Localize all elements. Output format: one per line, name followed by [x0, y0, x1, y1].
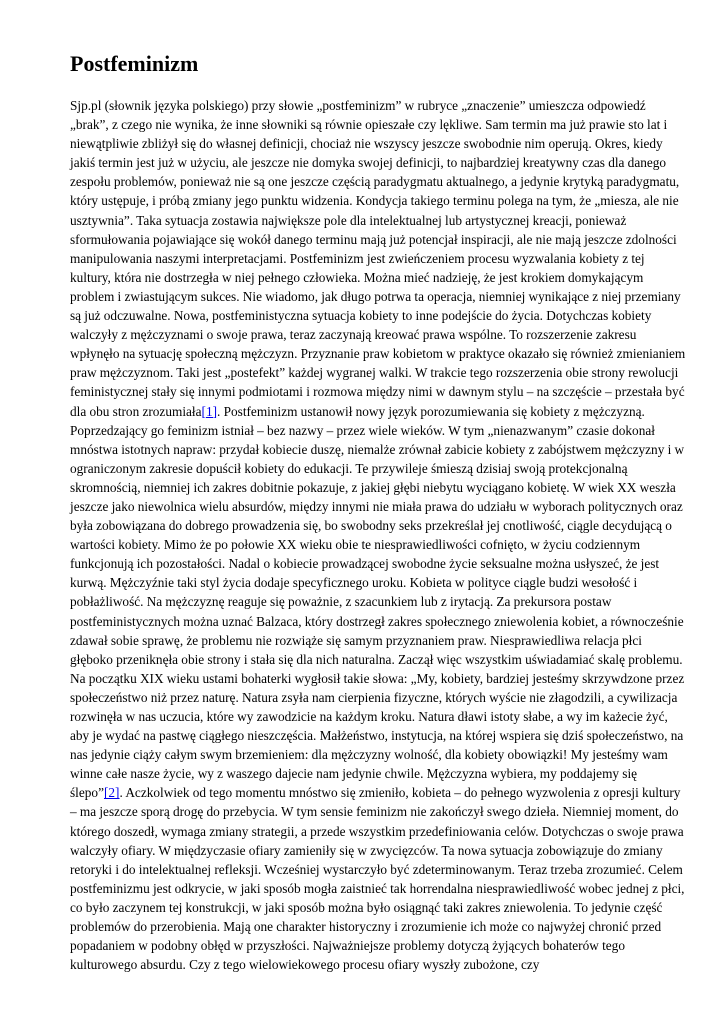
document-page [70, 50, 686, 974]
body-paragraph [70, 96, 686, 974]
body-text-part-1: Sjp.pl (słownik języka polskiego) przy słowie „postfeminizm” w rubryce „znaczenie” umieszcza odpowiedź „brak”, z czego nie wynika, że inne słowniki są równie opieszałe czy lękliwe. Sam termin ma już prawie sto lat i niewątpliwie zbliżył się do własnej definicji, chociaż nie wszyscy jeszcze swobodnie nim operują. Okres, kiedy jakiś termin jest już w użyciu, ale jeszcze nie domyka swojej definicji, to najbardziej kreatywny czas dla danego zespołu problemów, ponieważ nie są one jeszcze częścią paradygmatu aktualnego, a jedynie krytyką paradygmatu, który ustępuje, i próbą zmiany jego punktu widzenia. Kondycja takiego terminu polega na tym, że „miesza, ale nie usztywnia”. Taka sytuacja zostawia największe pole dla intelektualnej lub artystycznej kreacji, ponieważ sformułowania pojawiające się wokół danego terminu mają już potencjał inspiracji, ale nie mają jeszcze zdolności manipulowania naszymi interpretacjami. Postfeminizm jest zwieńczeniem procesu wyzwalania kobiety z tej kultury, która nie dostrzegła w niej pełnego człowieka. Można mieć nadzieję, że jest krokiem domykającym problem i zwiastującym sukces. Nie wiadomo, jak długo potrwa ta operacja, niemniej wynikające z niej przemiany są już odczuwalne. Nowa, postfeministyczna sytuacja kobiety to inne podejście do życia. Dotychczas kobiety walczyły z mężczyznami o swoje prawa, teraz zaczynają kreować prawa wspólne. To rozszerzenie zakresu wpłynęło na sytuację społeczną mężczyzn. Przyznanie praw kobietom w praktyce okazało się również zmienianiem praw mężczyznom. Taki jest „postefekt” każdej wygranej walki. W trakcie tego rozszerzenia obie strony rewolucji feministycznej stały się innymi podmiotami i rozmowa między nimi w dawnym stylu – na szczęście – przestała być dla obu stron zrozumiała [70, 98, 686, 419]
body-text-part-3: . Aczkolwiek od tego momentu mnóstwo się zmieniło, kobieta – do pełnego wyzwolenia z opresji kultury – ma jeszcze sporą drogę do przebycia. W tym sensie feminizm nie zakończył swego dzieła. Niemniej moment, do którego doszedł, wymaga zmiany strategii, a przede wszystkim przedefiniowania celów. Dotychczas o swoje prawa walczyły ofiary. W międzyczasie ofiary zamieniły się w zwycięzców. Ta nowa sytuacja zobowiązuje do zmiany retoryki i do intelektualnej refleksji. Wcześniej wystarczyło być zdeterminowanym. Teraz trzeba zrozumieć. Celem postfeminizmu jest odkrycie, w jaki sposób mogła zaistnieć tak horrendalna niesprawiedliwość wobec jednej z płci, co było zaczynem tej konstrukcji, w jaki sposób można było osiągnąć taki zakres zniewolenia. To jedynie część problemów do przerobienia. Mają one charakter historyczny i zrozumienie ich może co najwyżej chronić przed popadaniem w podobny obłęd w przyszłości. Najważniejsze problemy dotyczą żyjących bohaterów tego kulturowego absurdu. Czy z tego wielowiekowego procesu ofiary wyszły zubożone, czy [70, 785, 685, 973]
document-title: Postfeminizm [70, 51, 199, 76]
footnote-link-2[interactable]: [2] [103, 785, 120, 801]
body-text-part-2: . Postfeminizm ustanowił nowy język porozumiewania się kobiety z mężczyzną. Poprzedzający go feminizm istniał – bez nazwy – przez wiele wieków. W tym „nienazwanym” czasie dokonał mnóstwa istotnych napraw: przydał kobiecie duszę, niemalże zrównał zabicie kobiety z zabójstwem mężczyzny i w ograniczonym zakresie dopuścił kobiety do edukacji. Te przywileje śmieszą dzisiaj swoją protekcjonalną skromnością, niemniej ich zakres dobitnie pokazuje, z jakiej głębi niebytu wyciągano kobietę. W wiek XX weszła jeszcze jako niewolnica wielu absurdów, między innymi nie miała prawa do udziału w wyborach politycznych oraz była zobowiązana do dobrego prowadzenia się, bo swobodny seks przekreślał jej cnotliwość, ciągle decydującą o wartości kobiety. Mimo że po połowie XX wieku obie te niesprawiedliwości cofnięto, w życiu codziennym funkcjonują ich pozostałości. Nadal o kobiecie prowadzącej swobodne życie seksualne można usłyszeć, że jest kurwą. Mężczyźnie taki styl życia dodaje specyficznego uroku. Kobieta w polityce ciągle budzi wesołość i pobłażliwość. Na mężczyznę reaguje się poważnie, z szacunkiem lub z irytacją. Za prekursora postaw postfeministycznych można uznać Balzaca, który dostrzegł zakres społecznego zniewolenia kobiet, a równocześnie zdawał sobie sprawę, że problemu nie rozwiąże się samym przyznaniem praw. Niesprawiedliwa relacja płci głęboko przeniknęła obie strony i stała się dla nich naturalna. Zaczął więc wszystkim uświadamiać skalę problemu. Na początku XIX wieku ustami bohaterki wygłosił takie słowa: „My, kobiety, bardziej jesteśmy skrzywdzone przez społeczeństwo niż przez naturę. Natura zsyła nam cierpienia fizyczne, których wyście nie złagodzili, a cywilizacja rozwinęła w nas uczucia, które wy zawodzicie na każdym kroku. Natura dławi istoty słabe, a wy im każecie żyć, aby je wydać na pastwę ciągłego nieszczęścia. Małżeństwo, instytucja, na której wspiera się dziś społeczeństwo, na nas jedynie ciąży całym swym brzemieniem: dla mężczyzny wolność, dla kobiety obowiązki! My jesteśmy wam winne całe nasze życie, wy z waszego dajecie nam jedynie chwile. Mężczyzna wybiera, my poddajemy się ślepo” [70, 403, 685, 801]
footnote-link-1[interactable]: [1] [201, 403, 218, 419]
